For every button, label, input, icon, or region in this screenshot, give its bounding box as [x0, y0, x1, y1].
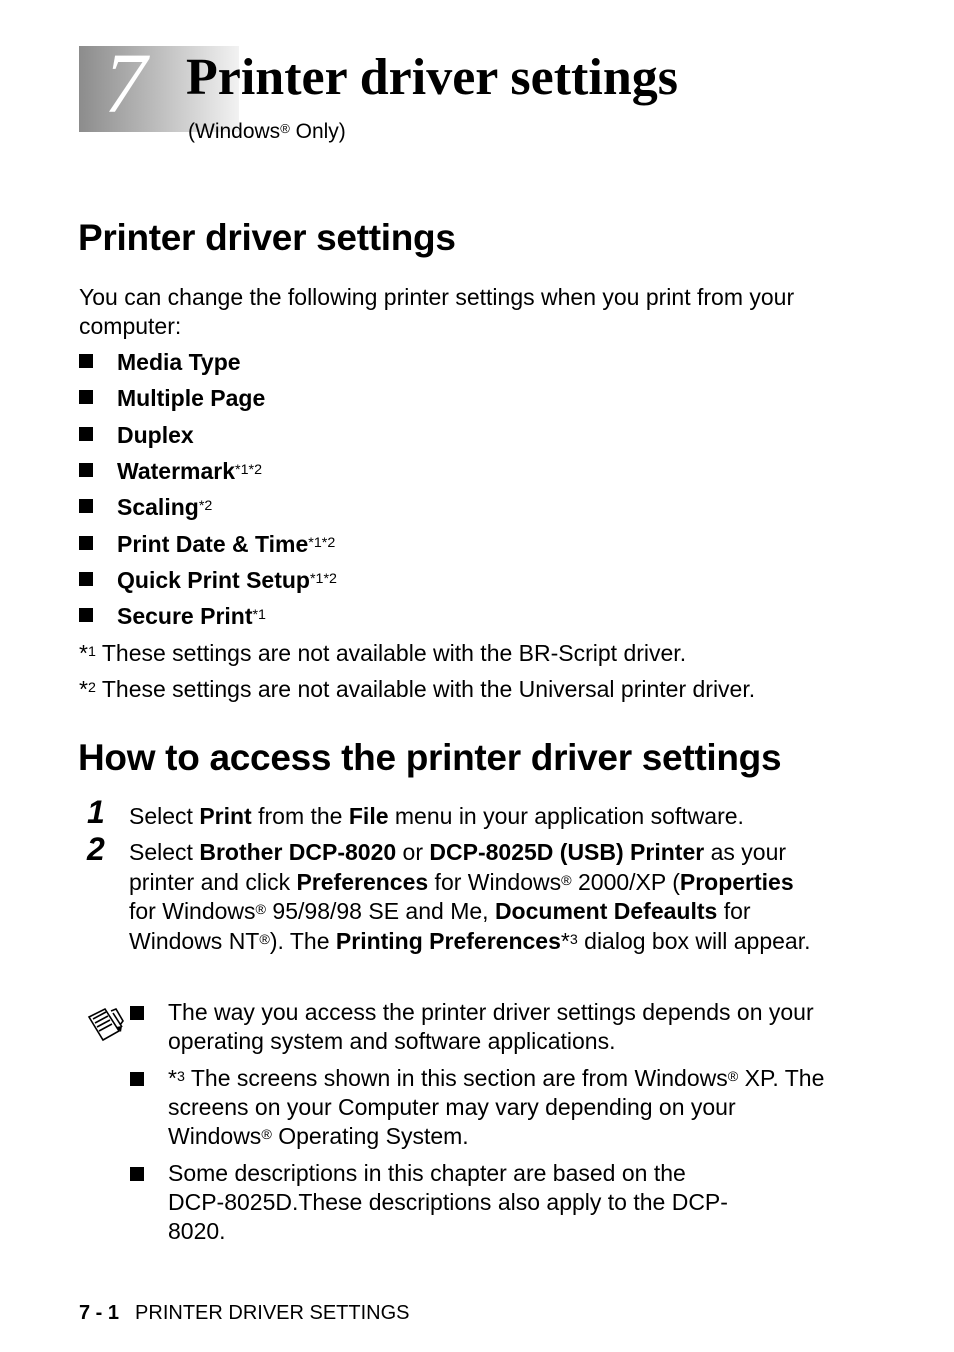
step-number-1: 1	[87, 794, 105, 830]
list-item: Watermark$^{*1*2}$	[79, 456, 262, 486]
page-footer	[79, 1300, 410, 1326]
bullet-square-icon	[79, 427, 93, 441]
note-item-3: Some descriptions in this chapter are based on the DCP-8025D.These descriptions also apply to the DCP-8020.	[130, 1159, 830, 1249]
bullet-square-icon	[130, 1006, 144, 1020]
chapter-number: 7	[104, 35, 147, 131]
list-item: Scaling$^{*2}$	[79, 492, 212, 522]
note-item-2: *$^3$ The screens shown in this section are from Windows® XP. The screens on your Computer may vary depending on your Windows® Operating System.	[130, 1064, 830, 1154]
bullet-square-icon	[79, 536, 93, 550]
step-1-text: Select Print from the File menu in your application software.	[129, 803, 744, 829]
footer-title: PRINTER DRIVER SETTINGS	[135, 1302, 410, 1324]
bullet-square-icon	[79, 499, 93, 513]
bullet-square-icon	[79, 572, 93, 586]
step-number-2: 2	[87, 831, 105, 867]
list-item: Quick Print Setup$^{*1*2}$	[79, 565, 337, 595]
intro-paragraph: You can change the following printer settings when you print from your computer:	[79, 284, 795, 339]
footnote-1: *$^1$ These settings are not available with the BR-Script driver.	[79, 640, 687, 666]
list-item: Media Type	[79, 347, 241, 377]
bullet-square-icon	[79, 390, 93, 404]
chapter-title: Printer driver settings	[186, 49, 678, 106]
page-number: 7 - 1	[79, 1302, 120, 1324]
bullet-square-icon	[130, 1167, 144, 1181]
list-item: Duplex	[79, 420, 194, 450]
section-heading-printer-driver-settings: Printer driver settings	[78, 217, 456, 258]
note-item-1: The way you access the printer driver settings depends on your operating system and software applications.	[130, 998, 830, 1058]
section-heading-how-to-access: How to access the printer driver settings	[78, 737, 782, 778]
step-2-text: Select Brother DCP-8020 or DCP-8025D (USB) Printer as your printer and click Preferences for Windows® 2000/XP (Properties for Windows® 95/98/98 SE and Me, Document Defeaults for Windows NT®). The Printing Preferences*$^3$ dialog box will appear.	[129, 839, 811, 954]
bullet-square-icon	[79, 463, 93, 477]
chapter-subtitle: (Windows® Only)	[188, 120, 346, 143]
footnote-2: *$^2$ These settings are not available with the Universal printer driver.	[79, 676, 756, 702]
list-item: Multiple Page	[79, 383, 265, 413]
bullet-square-icon	[79, 354, 93, 368]
list-item: Print Date & Time$^{*1*2}$	[79, 529, 335, 559]
bullet-square-icon	[130, 1072, 144, 1086]
bullet-square-icon	[79, 608, 93, 622]
note-pad-icon	[85, 1005, 125, 1045]
list-item: Secure Print$^{*1}$	[79, 601, 266, 631]
